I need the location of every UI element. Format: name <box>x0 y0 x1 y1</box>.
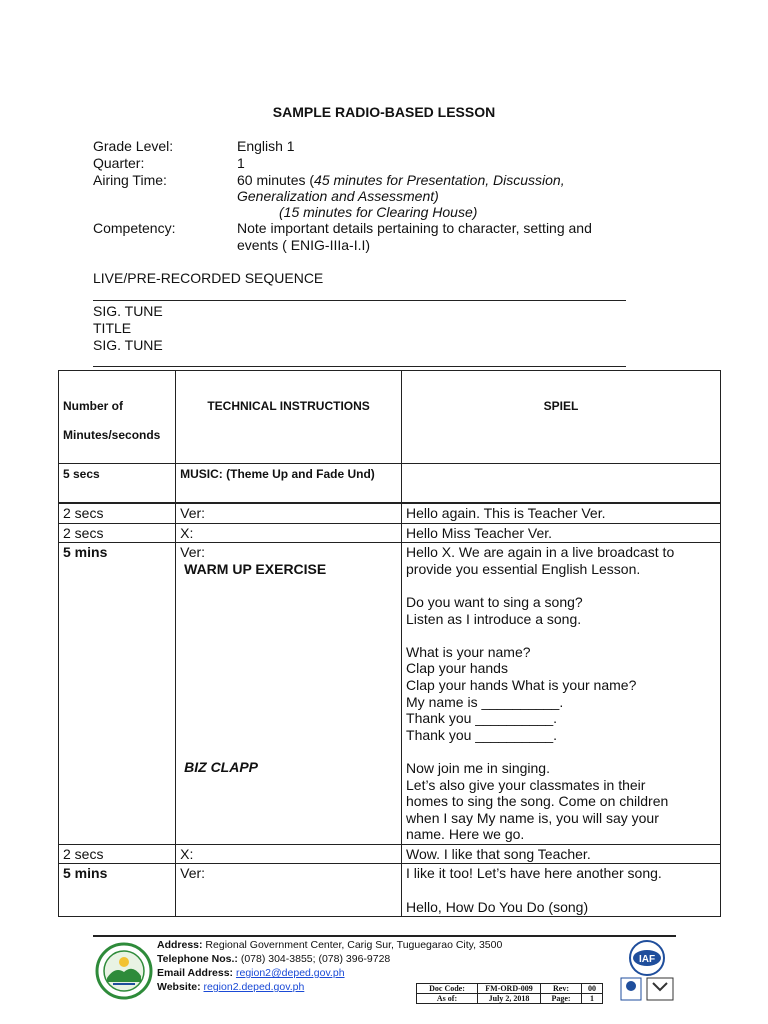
doc-code-value: FM-ORD-009 <box>478 984 541 994</box>
spiel-line: Hello, How Do You Do (song) <box>406 898 589 915</box>
tech-cell <box>176 464 402 504</box>
time-cell: 2 secs <box>59 844 176 864</box>
table-row <box>59 503 721 523</box>
sound-cue: BIZ CLAPP <box>184 759 259 776</box>
header-minutes-line2: Minutes/seconds <box>63 427 161 442</box>
spiel-cell <box>402 543 721 845</box>
tech-cell: X: <box>176 523 402 543</box>
table-row <box>59 464 721 504</box>
spiel-line <box>406 577 716 594</box>
spiel-line: Do you want to sing a song? <box>406 593 583 610</box>
spiel-line <box>406 627 716 644</box>
time-cell <box>59 464 176 504</box>
warm-up-heading: WARM UP EXERCISE <box>184 560 327 577</box>
spiel-lines <box>406 865 716 915</box>
spiel-line: Thank you __________. <box>406 710 558 727</box>
table-row <box>59 844 721 864</box>
divider-line <box>93 366 626 367</box>
email-link[interactable]: region2@deped.gov.ph <box>235 967 345 979</box>
table-header-row <box>59 371 721 464</box>
spiel-line: What is your name? <box>406 643 531 660</box>
header-cell <box>59 371 176 464</box>
header-spiel: SPIEL <box>543 399 579 413</box>
time-cell <box>59 543 176 845</box>
quarter-value: 1 <box>237 155 245 171</box>
spiel-line <box>406 743 716 760</box>
spiel-line: when I say My name is, you will say your <box>406 809 659 826</box>
spiel-line: Clap your hands <box>406 660 508 677</box>
table-row <box>59 543 721 845</box>
iaf-label: IAF <box>638 954 656 965</box>
document-title: SAMPLE RADIO-BASED LESSON <box>272 104 496 120</box>
sequence-heading: LIVE/PRE-RECORDED SEQUENCE <box>93 270 324 286</box>
competency-label: Competency: <box>93 220 176 236</box>
email-line: Email Address: region2@deped.gov.ph <box>157 967 345 979</box>
spiel-cell: Hello Miss Teacher Ver. <box>402 523 721 543</box>
speaker-text: Ver: <box>180 544 206 561</box>
iaf-certification-icon <box>617 940 677 1002</box>
page-value: 1 <box>582 994 603 1004</box>
spiel-line: My name is __________. <box>406 693 564 710</box>
sequence-item: SIG. TUNE <box>93 303 163 319</box>
competency-line2: events ( ENIG-IIIa-I.I) <box>237 237 371 253</box>
time-text: 5 secs <box>63 467 100 481</box>
lesson-script-table <box>58 370 721 917</box>
doc-code-label: Doc Code: <box>417 984 478 994</box>
spiel-line <box>406 882 716 899</box>
spiel-line: Clap your hands What is your name? <box>406 676 637 693</box>
as-of-value: July 2, 2018 <box>478 994 541 1004</box>
header-minutes-line1: Number of <box>63 399 123 413</box>
tech-cell: Ver: <box>176 503 402 523</box>
tech-text: MUSIC: (Theme Up and Fade Und) <box>180 467 375 481</box>
spiel-cell <box>402 864 721 917</box>
header-technical: TECHNICAL INSTRUCTIONS <box>207 399 370 413</box>
spiel-cell <box>402 464 721 504</box>
quarter-label: Quarter: <box>93 155 145 171</box>
table-row <box>59 523 721 543</box>
spiel-line: name. Here we go. <box>406 826 525 843</box>
rev-value: 00 <box>582 984 603 994</box>
time-cell <box>59 864 176 917</box>
competency-line1: Note important details pertaining to character, setting and <box>237 220 592 236</box>
spiel-lines <box>406 544 716 843</box>
airing-time-line3: (15 minutes for Clearing House) <box>279 204 478 220</box>
spiel-cell: Wow. I like that song Teacher. <box>402 844 721 864</box>
address-line: Address: Regional Government Center, Carig Sur, Tuguegarao City, 3500 <box>157 939 503 951</box>
tech-cell: X: <box>176 844 402 864</box>
tech-cell: Ver: <box>176 864 402 917</box>
spiel-line: homes to sing the song. Come on children <box>406 793 669 810</box>
table-row <box>59 864 721 917</box>
deped-region2-seal-icon <box>95 942 153 1000</box>
telephone-line: Telephone Nos.: (078) 304-3855; (078) 396-9728 <box>157 953 391 965</box>
sequence-item: SIG. TUNE <box>93 337 163 353</box>
header-cell <box>176 371 402 464</box>
sequence-item: TITLE <box>93 320 132 336</box>
airing-time-value: 60 minutes (45 minutes for Presentation, Discussion, <box>237 172 565 188</box>
spiel-line: Hello X. We are again in a live broadcast to <box>406 544 675 561</box>
rev-label: Rev: <box>541 984 582 994</box>
airing-time-line2: Generalization and Assessment) <box>237 188 439 204</box>
spiel-cell: Hello again. This is Teacher Ver. <box>402 503 721 523</box>
page-label: Page: <box>541 994 582 1004</box>
spiel-line: provide you essential English Lesson. <box>406 560 641 577</box>
tech-cell <box>176 543 402 845</box>
footer-divider <box>93 935 676 937</box>
time-text: 5 mins <box>63 865 108 882</box>
airing-time-label: Airing Time: <box>93 172 167 188</box>
spiel-line: Let’s also give your classmates in their <box>406 776 646 793</box>
spiel-line: Thank you __________. <box>406 726 558 743</box>
time-text: 5 mins <box>63 544 108 561</box>
grade-level-value: English 1 <box>237 138 295 154</box>
as-of-label: As of: <box>417 994 478 1004</box>
time-cell: 2 secs <box>59 503 176 523</box>
divider-line <box>93 300 626 301</box>
time-cell: 2 secs <box>59 523 176 543</box>
grade-level-label: Grade Level: <box>93 138 174 154</box>
website-link[interactable]: region2.deped.gov.ph <box>203 981 305 993</box>
spiel-line: I like it too! Let’s have here another song. <box>406 865 662 882</box>
spiel-line: Listen as I introduce a song. <box>406 610 582 627</box>
website-line: Website: region2.deped.gov.ph <box>157 981 305 993</box>
spiel-line: Now join me in singing. <box>406 759 550 776</box>
document-control-table <box>416 983 603 1004</box>
header-cell <box>402 371 721 464</box>
